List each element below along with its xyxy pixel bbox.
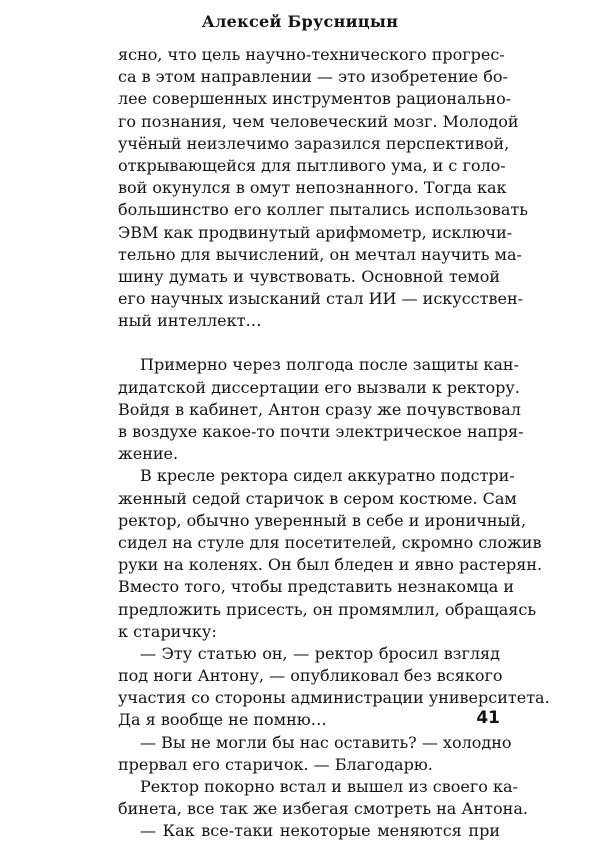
paragraph [118, 354, 524, 465]
text-line: ректор, обычно уверенный в себе и ироничный, [118, 510, 527, 530]
text-line: жение. [118, 444, 179, 464]
text-line: бинета, все так же избегая смотреть на Антона. [118, 799, 528, 819]
text-line: ясно, что цель научно-технического прогрес- [118, 45, 505, 64]
text-line: В кресле ректора сидел аккуратно подстри- [140, 466, 515, 486]
text-line: — Эту статью он, — ректор бросил взгляд [140, 643, 500, 663]
running-header-author: Алексей Брусницын [201, 12, 399, 31]
page-number: 41 [476, 708, 500, 728]
text-line: тельно для вычислений, он мечтал научить ма- [118, 244, 522, 264]
paragraph [118, 732, 512, 776]
text-line: руки на коленях. Он был бледен и явно растерян. [118, 555, 543, 575]
text-line: Войдя в кабинет, Антон сразу же почувствовал [118, 399, 521, 419]
text-line: предложить присесть, он промямлил, обращаясь [118, 599, 537, 619]
text-line: под ноги Антону, — опубликовал без всякого [118, 666, 503, 686]
text-line: к старичку: [118, 621, 217, 641]
paragraph [118, 820, 500, 842]
text-line: сидел на стуле для посетителей, скромно сложив [118, 532, 542, 552]
text-line: женный седой старичок в сером костюме. Сам [118, 488, 517, 508]
text-line: в воздухе какое-то почти электрическое напря- [118, 422, 524, 441]
text-line: лее совершенных инструментов рационально- [118, 89, 512, 109]
section-break [118, 332, 500, 354]
text-line: его научных изысканий стал ИИ — искусствен- [118, 289, 524, 309]
text-line: открывающейся для пытливого ума, и с голо- [118, 155, 506, 175]
text-line: Ректор покорно встал и вышел из своего ка- [140, 777, 518, 796]
text-line: прервал его старичок. — Благодарю. [118, 754, 433, 774]
text-line: ный интеллект… [118, 311, 262, 331]
paragraph [118, 776, 528, 820]
text-line: Вместо того, чтобы представить незнакомца и [118, 577, 515, 597]
text-line: вой окунулся в омут непознанного. Тогда как [118, 178, 507, 198]
text-line: — Как все-таки некоторые меняются при [140, 821, 500, 841]
text-line: дидатской диссертации его вызвали к ректору. [118, 377, 520, 397]
text-line: — Вы не могли бы нас оставить? — холодно [140, 732, 512, 752]
text-line: го познания, чем человеческий мозг. Молодой [118, 111, 519, 131]
text-line: учёный неизлечимо заразился перспективой, [118, 133, 510, 153]
text-line: участия со стороны администрации университета. [118, 688, 550, 708]
text-line: ЭВМ как продвинутый арифмометр, исключи- [118, 222, 513, 242]
text-line: са в этом направлении — это изобретение бо- [118, 67, 508, 87]
text-line: большинство его коллег пытались использовать [118, 200, 528, 220]
paragraph [118, 465, 543, 643]
text-line: Примерно через полгода после защиты кан- [140, 355, 519, 375]
text-line: шину думать и чувствовать. Основной темой [118, 266, 500, 286]
text-line: Да я вообще не помню… [118, 710, 327, 730]
body-text [118, 44, 550, 843]
paragraph [118, 643, 550, 732]
paragraph [118, 44, 528, 332]
